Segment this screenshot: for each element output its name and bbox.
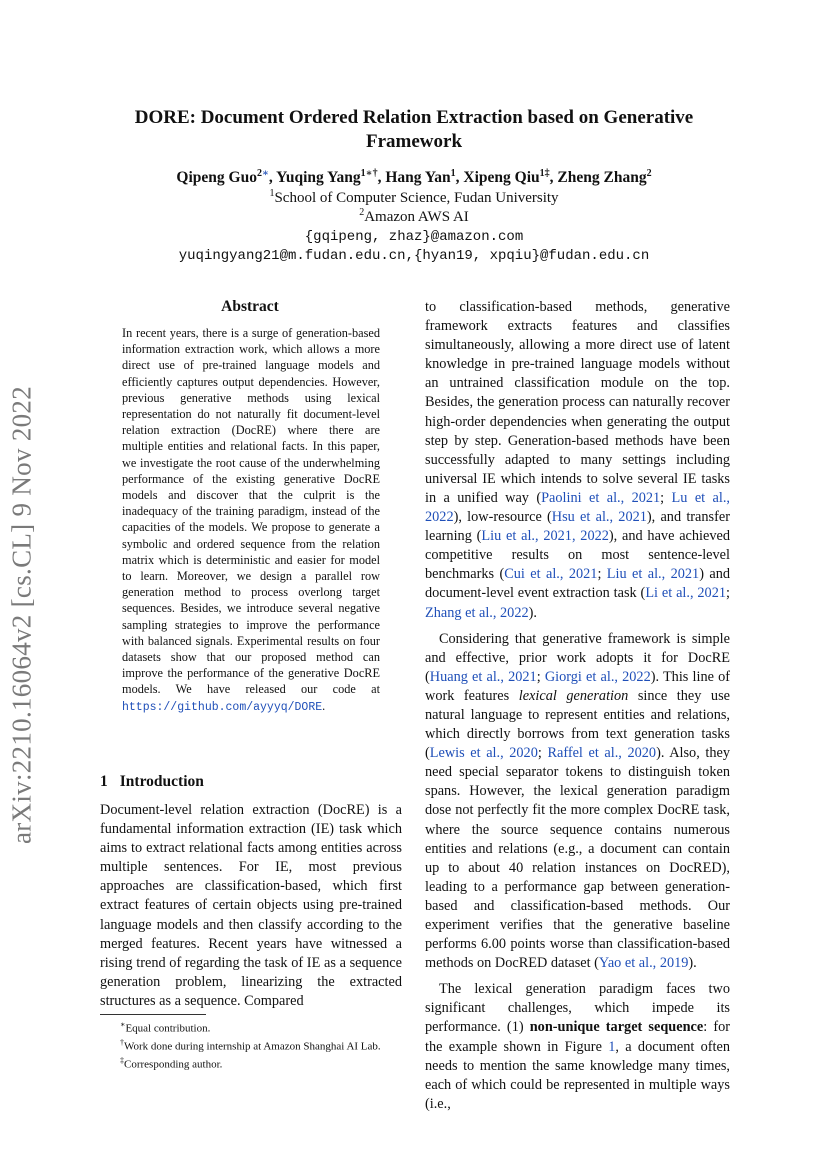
arxiv-stamp bbox=[2, 380, 42, 850]
arxiv-stamp-text: arXiv:2210.16064v2 [cs.CL] 9 Nov 2022 bbox=[6, 385, 37, 845]
citation-link[interactable]: Raffel et al., 2020 bbox=[547, 745, 657, 762]
paragraph: Considering that generative framework is simple and effective, prior work adopts it for DocRE (Huang et al., 2021; Giorgi et al., 2022). This line of work features lexical generation since they use natural language to represent entities and relations, which directly borrows from text generation tasks (Lewis et al., 2020; Raffel et al., 2020). Also, they need special separator tokens to distinguish token spans. However, the lexical generation paradigm dose not perfectly fit the more complex DocRE task, where the source sequence contains numerous entities and relations (e.g., a document can contain up to about 40 relation instances on DocRED), leading to a performance gap between generation-based and classification-based methods. Our experiment verifies that the generative baseline performs 6.00 points worse than classification-based methods on DocRED dataset (Yao et al., 2019). bbox=[425, 630, 730, 972]
footnotes bbox=[100, 1018, 402, 1072]
email-line-2: yuqingyang21@m.fudan.edu.cn,{hyan19, xpqiu}@fudan.edu.cn bbox=[178, 248, 650, 264]
footnote-mark: ‡ bbox=[120, 1056, 124, 1066]
citation-link[interactable]: Liu et al., 2021, 2022 bbox=[481, 528, 609, 545]
footnote-mark: † bbox=[120, 1038, 124, 1048]
author-affiliation-mark: 2 bbox=[646, 168, 652, 179]
footnote-mark: ∗ bbox=[120, 1020, 126, 1029]
citation-link[interactable]: Yao et al., 2019 bbox=[598, 955, 689, 972]
abstract-end: . bbox=[322, 698, 326, 713]
section-number: 1 bbox=[100, 773, 108, 790]
footnote: ∗Equal contribution. bbox=[120, 1020, 211, 1035]
citation-link[interactable]: Li et al., 2021 bbox=[645, 585, 727, 602]
citation-link[interactable]: Zhang et al., 2022 bbox=[425, 604, 529, 621]
paper-title: DORE: Document Ordered Relation Extraction based on Generative Framework bbox=[134, 107, 694, 152]
author-affiliation-mark: 1‡ bbox=[539, 168, 550, 179]
code-link[interactable]: https://github.com/ayyyq/DORE bbox=[122, 700, 323, 714]
affiliation-text: Amazon AWS AI bbox=[364, 209, 469, 225]
author-affiliation-mark: 2 bbox=[256, 168, 262, 179]
author-name: Yuqing Yang bbox=[276, 169, 361, 187]
citation-link[interactable]: Huang et al., 2021 bbox=[429, 668, 537, 685]
footnote: ‡Corresponding author. bbox=[120, 1056, 223, 1071]
author-affiliation-mark: 1∗† bbox=[360, 168, 378, 179]
citation-link[interactable]: Cui et al., 2021 bbox=[504, 566, 598, 583]
paragraph: to classification-based methods, generative framework extracts features and classifies simultaneously, allowing a more direct use of latent knowledge in pre-trained language models without an untrained classification module on the top. Besides, the generation process can naturally recover high-order dependencies when generating the output step by step. Generation-based methods have been successfully adapted to many settings including universal IE which intends to solve several IE tasks in a unified way (Paolini et al., 2021; Lu et al., 2022), low-resource (Hsu et al., 2021), and transfer learning (Liu et al., 2021, 2022), and have achieved competitive results on most sentence-level benchmarks (Cui et al., 2021; Liu et al., 2021) and document-level event extraction task (Li et al., 2021; Zhang et al., 2022). bbox=[425, 299, 730, 621]
paragraph: The lexical generation paradigm faces two significant challenges, which impede its performance. (1) non-unique target sequence: for the example shown in Figure 1, a document often needs to mention the same knowledge many times, each of which could be represented in multiple ways (i.e., bbox=[425, 981, 731, 1112]
author-name: Qipeng Guo bbox=[176, 169, 257, 187]
right-column bbox=[425, 298, 730, 1114]
citation-link[interactable]: Paolini et al., 2021 bbox=[541, 489, 661, 506]
affiliation-1 bbox=[0, 188, 828, 207]
citation-link[interactable]: Liu et al., 2021 bbox=[606, 566, 700, 583]
abstract-text: In recent years, there is a surge of generation-based information extraction work, which allows a more direct use of pre-trained language models and efficiently captures output dependencies. However, previous generative methods using lexical representation do not naturally fit document-level relation extraction (DocRE) where there are multiple entities and relational facts. In this paper, we investigate the root cause of the underwhelming performance of the existing generative DocRE models and discover that the culprit is the inadequacy of the training paradigm, instead of the capacities of the models. We propose to generate a symbolic and ordered sequence from the relation matrix which is deterministic and easier for model to learn. Moreover, we design a parallel row generation method to process overlong target sequences. Besides, we introduce several negative sampling strategies to improve the performance with balanced signals. Experimental results on four datasets show that our proposed method can improve the performance of the generative DocRE models. We have released our code at bbox=[122, 326, 380, 697]
section-title: Introduction bbox=[119, 773, 204, 790]
abstract-body bbox=[122, 325, 380, 716]
footnote: †Work done during internship at Amazon Shanghai AI Lab. bbox=[120, 1038, 381, 1053]
affiliation-text: School of Computer Science, Fudan University bbox=[274, 190, 559, 206]
author-name: Zheng Zhang bbox=[557, 169, 647, 187]
author-list: Qipeng Guo$^{2∗}$, Yuqing Yang$^{1∗\dagger}$, Hang Yan$^1$, Xipeng Qiu$^{1\ddagger}$, Zheng Zhang$^2$ bbox=[176, 168, 652, 187]
author-footnote-mark[interactable]: ∗ bbox=[261, 168, 269, 179]
introduction-body: Document-level relation extraction (DocRE) is a fundamental information extraction (IE) task which aims to extract relational facts among entities across multiple sentences. For IE, most previous approaches are classification-based, which first extract features of certain objects using pre-trained language models and then classify according to the merged features. Recent years have witnessed a rising trend of regarding the task of IE as a sequence generation problem, linearizing the extracted structures as a sequence. Compared bbox=[100, 802, 402, 1009]
author-name: Hang Yan bbox=[385, 169, 451, 187]
author-affiliation-mark: 1 bbox=[450, 168, 456, 179]
email-line-1: {gqipeng, zhaz}@amazon.com bbox=[304, 229, 524, 245]
affiliation-2 bbox=[0, 207, 828, 226]
affiliation-mark: 1 bbox=[269, 188, 275, 199]
abstract-heading: Abstract bbox=[221, 298, 279, 315]
citation-link[interactable]: Giorgi et al., 2022 bbox=[544, 668, 651, 685]
section-heading-introduction bbox=[100, 773, 204, 791]
affiliation-mark: 2 bbox=[359, 207, 365, 218]
author-name: Xipeng Qiu bbox=[463, 169, 540, 187]
footnote-rule bbox=[100, 1014, 206, 1015]
citation-link[interactable]: Hsu et al., 2021 bbox=[551, 509, 647, 526]
citation-link[interactable]: Lu et al., 2022 bbox=[425, 489, 730, 526]
citation-link[interactable]: Lewis et al., 2020 bbox=[429, 745, 538, 762]
figure-link[interactable]: 1 bbox=[608, 1038, 616, 1055]
